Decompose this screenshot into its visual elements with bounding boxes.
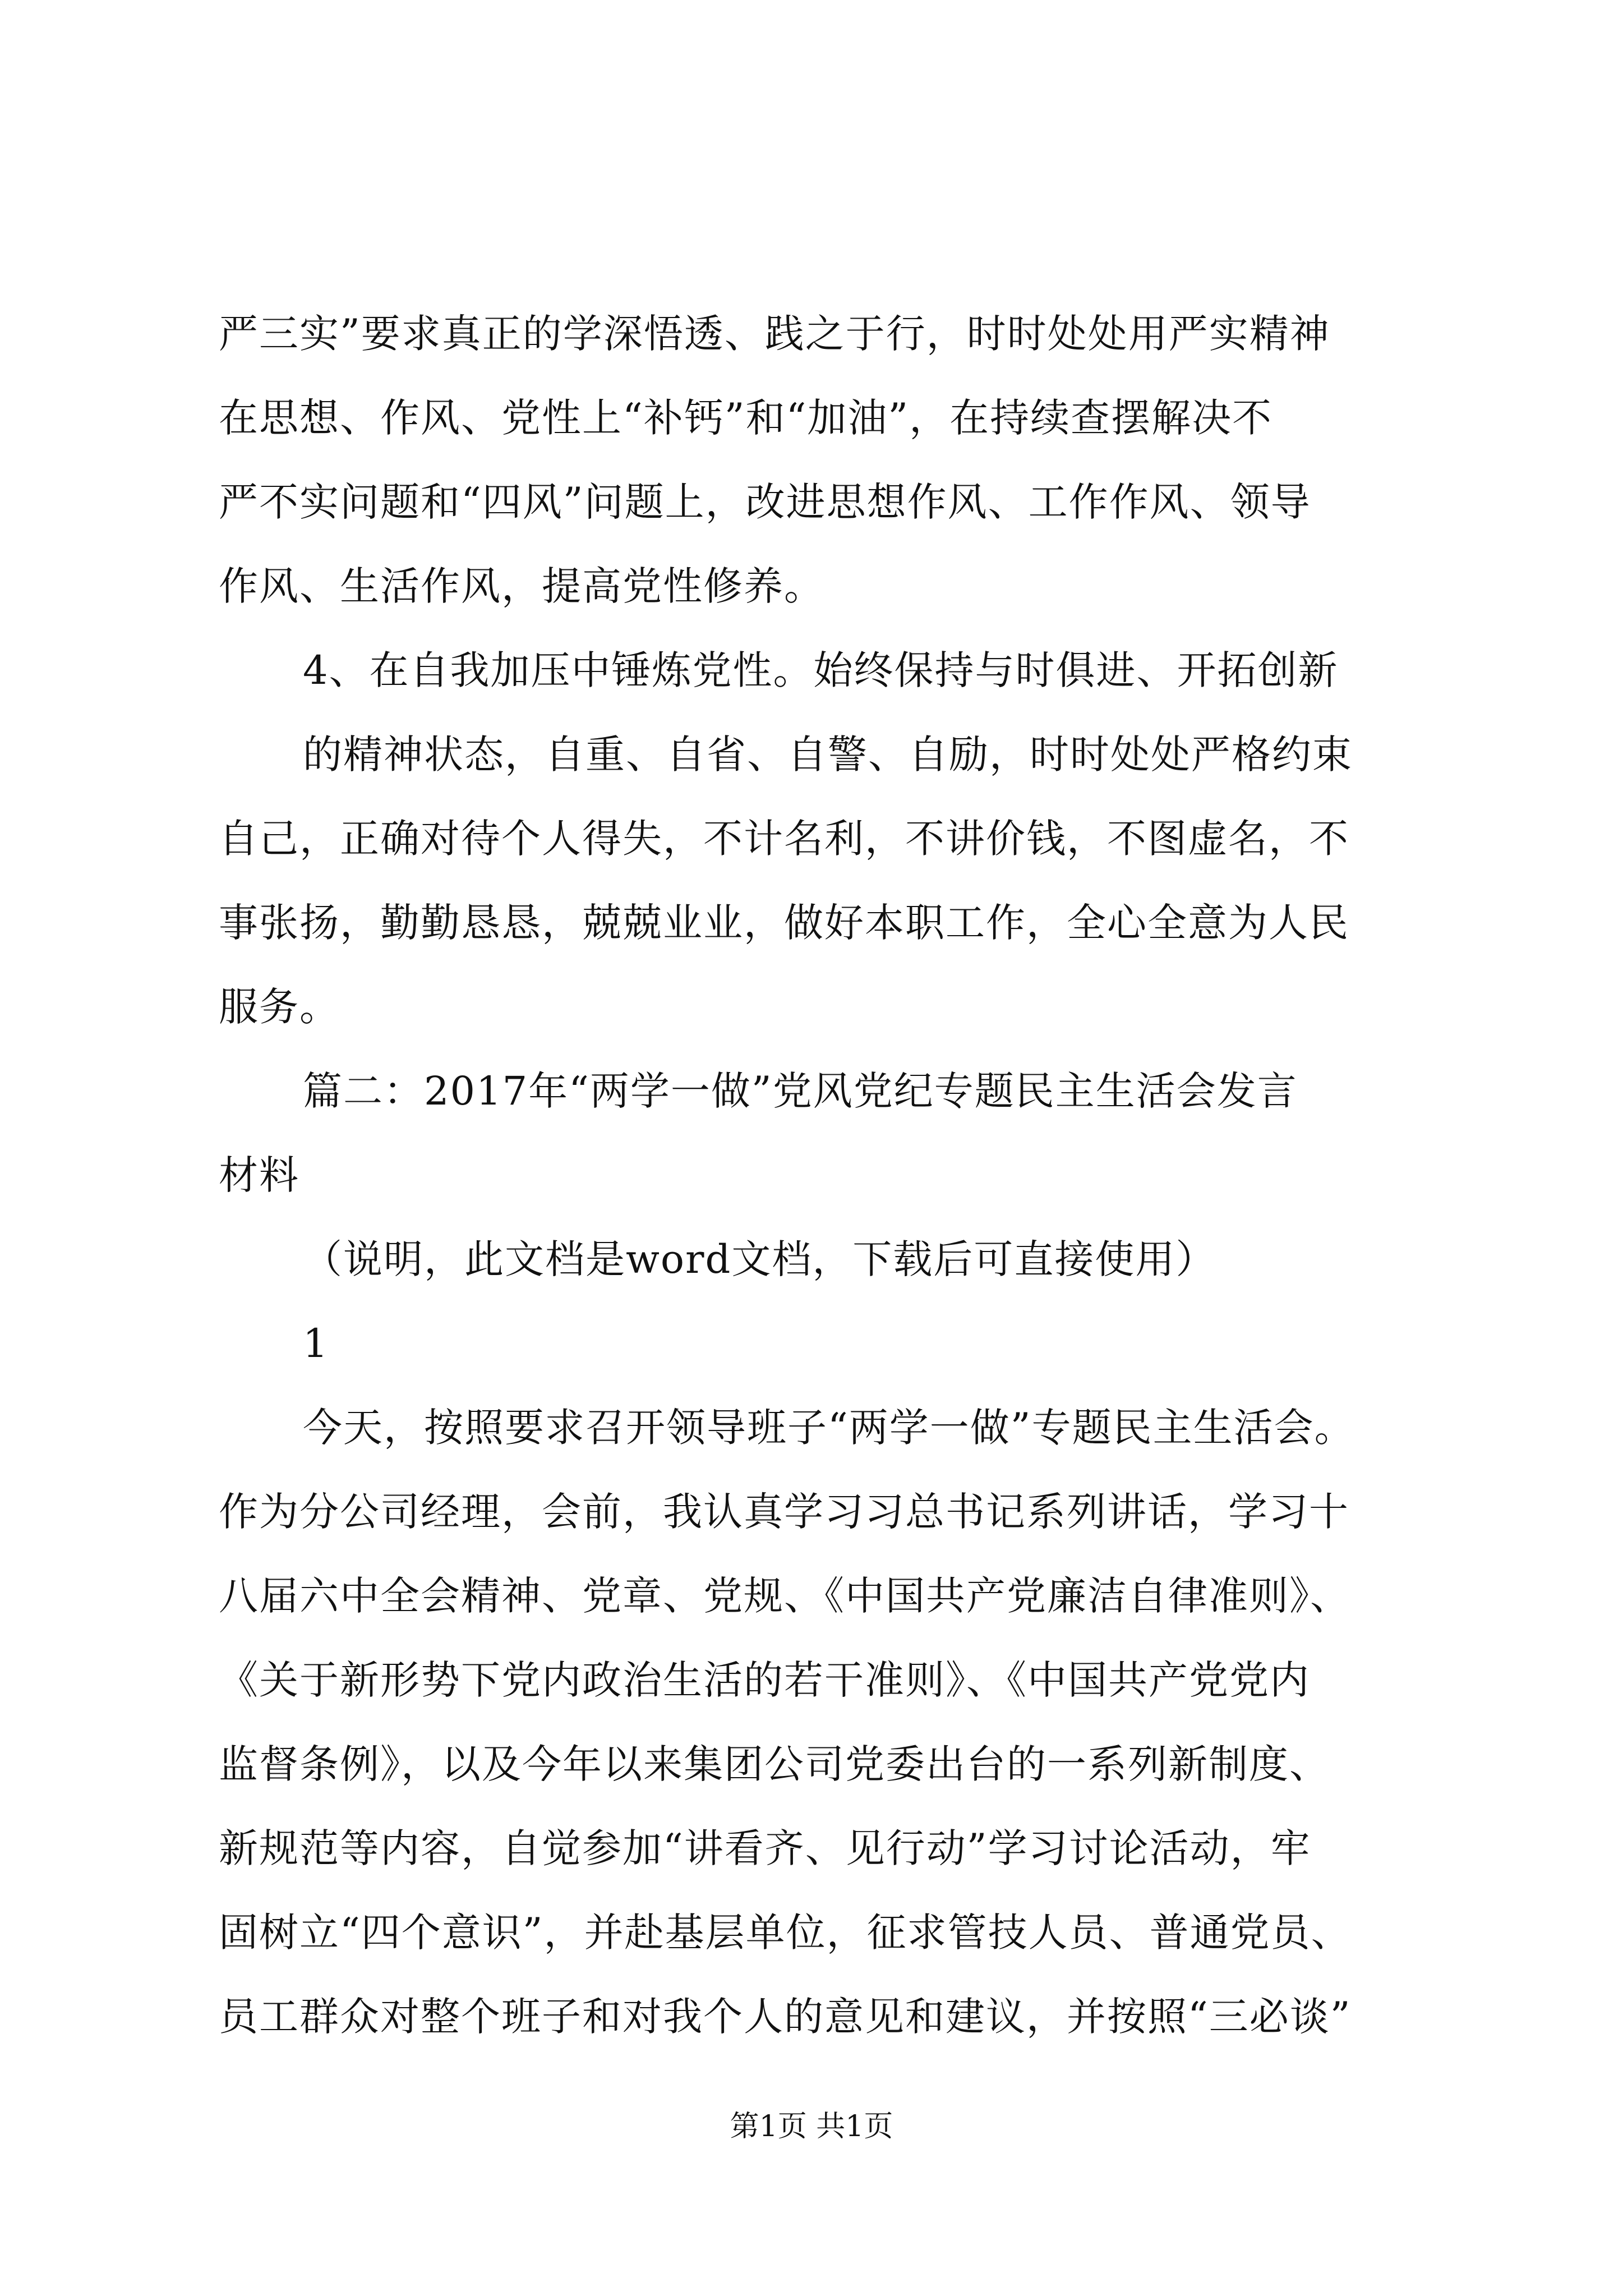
paragraph-line: 固树立“四个意识”，并赴基层单位，征求管技人员、普通党员、: [219, 1910, 1352, 1955]
section-heading-line: 材料: [219, 1152, 299, 1198]
paragraph-line: 作风、生活作风，提高党性修养。: [219, 563, 824, 609]
section-heading-line: 篇二：2017年“两学一做”党风党纪专题民主生活会发言: [303, 1068, 1298, 1114]
paragraph-line: 严不实问题和“四风”问题上，改进思想作风、工作作风、领导: [219, 479, 1311, 525]
paragraph-line: 服务。: [219, 984, 340, 1030]
paragraph-line: 作为分公司经理，会前，我认真学习习总书记系列讲话，学习十: [219, 1489, 1349, 1535]
paragraph-line: 在思想、作风、党性上“补钙”和“加油”，在持续查摆解决不: [219, 395, 1273, 441]
note-line: （说明，此文档是word文档，下载后可直接使用）: [303, 1236, 1216, 1282]
paragraph-line: 《关于新形势下党内政治生活的若干准则》、《中国共产党党内: [219, 1657, 1310, 1703]
paragraph-line: 4、在自我加压中锤炼党性。始终保持与时俱进、开拓创新: [303, 647, 1339, 693]
paragraph-line: 员工群众对整个班子和对我个人的意见和建议，并按照“三必谈”: [219, 1994, 1352, 2040]
paragraph-line: 严三实”要求真正的学深悟透、践之于行，时时处处用严实精神: [219, 311, 1330, 357]
page-footer: 第1页 共1页: [730, 2110, 893, 2143]
paragraph-line: 自己，正确对待个人得失，不计名利，不讲价钱，不图虚名，不: [219, 816, 1349, 862]
numbered-line: 1: [303, 1320, 329, 1366]
paragraph-line: 事张扬，勤勤恳恳，兢兢业业，做好本职工作，全心全意为人民: [219, 900, 1349, 946]
paragraph-line: 今天，按照要求召开领导班子“两学一做”专题民主生活会。: [303, 1405, 1355, 1451]
paragraph-line: 新规范等内容，自觉参加“讲看齐、见行动”学习讨论活动，牢: [219, 1825, 1311, 1871]
paragraph-line: 监督条例》，以及今年以来集团公司党委出台的一系列新制度、: [219, 1741, 1330, 1787]
paragraph-line: 八届六中全会精神、党章、党规、《中国共产党廉洁自律准则》、: [219, 1573, 1350, 1619]
paragraph-line: 的精神状态，自重、自省、自警、自励，时时处处严格约束: [303, 731, 1353, 777]
